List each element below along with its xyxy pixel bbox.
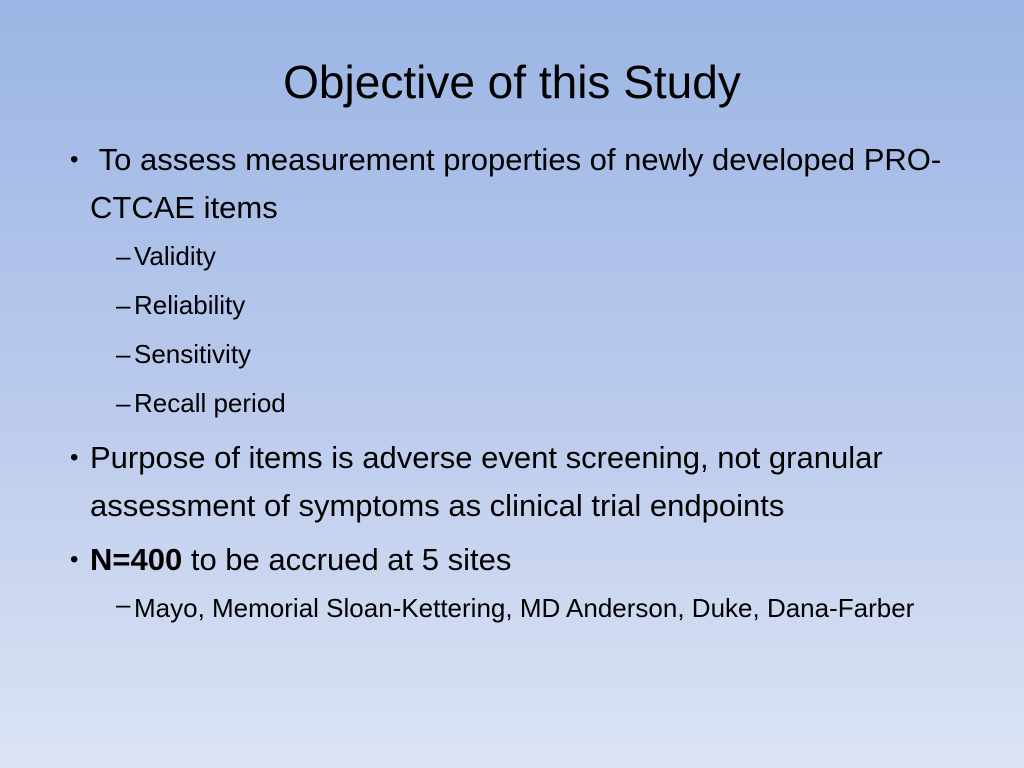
sub-item-sensitivity: [116, 330, 950, 379]
bullet-objective: [70, 136, 950, 232]
sub-list-properties: [70, 232, 950, 428]
bullet-icon: •: [70, 146, 79, 173]
sub-item-text: Reliability: [134, 290, 246, 320]
dash-icon: –: [116, 290, 131, 320]
sub-item-sites: [116, 584, 950, 628]
bullet-icon: •: [70, 546, 79, 573]
slide-title: Objective of this Study: [283, 56, 741, 108]
dash-icon: –: [116, 589, 131, 619]
bullet-text: To assess measurement properties of newly developed PRO-CTCAE items: [90, 142, 942, 225]
sub-item-reliability: [116, 281, 950, 330]
sub-item-validity: [116, 232, 950, 281]
bullet-text: Purpose of items is adverse event screening, not granular assessment of symptoms as clinical trial endpoints: [90, 440, 883, 523]
bullet-purpose: [70, 434, 950, 530]
sample-size-value: N=400: [90, 542, 183, 577]
sub-item-recall-period: [116, 379, 950, 428]
bullet-text: to be accrued at 5 sites: [182, 542, 512, 577]
bullet-sample-size: [70, 536, 950, 584]
sub-item-text: Mayo, Memorial Sloan-Kettering, MD Anderson, Duke, Dana-Farber: [134, 593, 915, 623]
sub-item-text: Recall period: [134, 388, 286, 418]
sub-item-text: Sensitivity: [134, 339, 252, 369]
dash-icon: –: [116, 241, 131, 271]
bullet-icon: •: [70, 444, 79, 471]
sub-item-text: Validity: [134, 241, 216, 271]
dash-icon: –: [116, 339, 131, 369]
sub-list-sites: [70, 584, 950, 628]
slide-body: [70, 136, 950, 632]
dash-icon: –: [116, 388, 131, 418]
